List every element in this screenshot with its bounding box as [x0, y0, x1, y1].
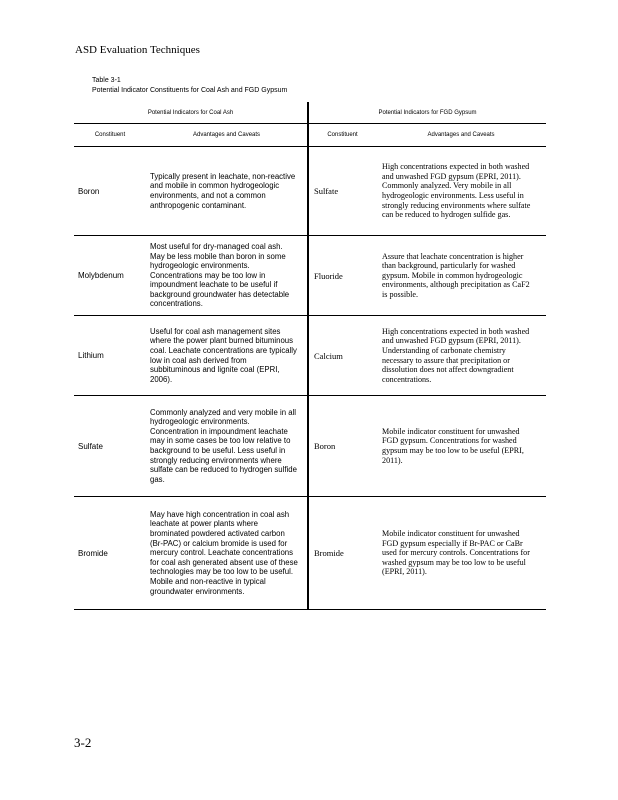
column-header-advantages: Advantages and Caveats	[146, 124, 308, 147]
gypsum-constituent-cell: Fluoride	[308, 236, 376, 316]
ash-notes-cell: Commonly analyzed and very mobile in all hydrogeologic environments. Concentration in impoundment leachate may in some cases be too low relative to background to be useful. Less useful in strongly reducing environments where sulfate can be reduced to hydrogen sulfide gas.	[146, 396, 308, 497]
gypsum-notes-cell: High concentrations expected in both washed and unwashed FGD gypsum (EPRI, 2011). Understanding of carbonate chemistry necessary to assure that precipitation or dissolution does not affect downgradient concentrations.	[376, 316, 546, 396]
gypsum-notes-cell: Mobile indicator constituent for unwashed FGD gypsum especially if Br-PAC or CaBr used for mercury controls. Concentrations for washed gypsum may be too low to be useful (EPRI, 2011).	[376, 497, 546, 610]
ash-notes-cell: May have high concentration in coal ash leachate at power plants where brominated powdered activated carbon (Br-PAC) or calcium bromide is used for mercury control. Leachate concentrations for coal ash generated absent use of these technologies may be too low to be useful. Mobile and non-reactive in typical groundwater environments.	[146, 497, 308, 610]
gypsum-notes-cell: Assure that leachate concentration is higher than background, particularly for washed gypsum. Mobile in common hydrogeologic environments, although precipitation as CaF2 is possible.	[376, 236, 546, 316]
running-head: ASD Evaluation Techniques	[75, 44, 200, 56]
gypsum-constituent-cell: Boron	[308, 396, 376, 497]
table-title: Potential Indicator Constituents for Coal Ash and FGD Gypsum	[92, 87, 288, 94]
table-row	[74, 147, 546, 236]
column-header-constituent: Constituent	[308, 124, 376, 147]
table-row	[74, 236, 546, 316]
table-number: Table 3-1	[92, 77, 121, 84]
table-caption	[92, 76, 287, 96]
ash-constituent-cell: Lithium	[74, 316, 146, 396]
ash-notes-cell: Most useful for dry-managed coal ash. May be less mobile than boron in some hydrogeologic environments. Concentrations may be too low in impoundment leachate to be useful if background groundwater has detectable concentrations.	[146, 236, 308, 316]
gypsum-notes-cell: Mobile indicator constituent for unwashed FGD gypsum. Concentrations for washed gypsum may be too low to be useful (EPRI, 2011).	[376, 396, 546, 497]
group-header-fgd-gypsum: Potential Indicators for FGD Gypsum	[308, 102, 546, 124]
indicator-table	[74, 102, 546, 610]
table-row	[74, 497, 546, 610]
column-header-constituent: Constituent	[74, 124, 146, 147]
ash-notes-cell: Typically present in leachate, non-reactive and mobile in common hydrogeologic environments, and not a common anthropogenic contaminant.	[146, 147, 308, 236]
ash-constituent-cell: Boron	[74, 147, 146, 236]
ash-constituent-cell: Bromide	[74, 497, 146, 610]
group-header-coal-ash: Potential Indicators for Coal Ash	[74, 102, 308, 124]
ash-notes-cell: Useful for coal ash management sites where the power plant burned bituminous coal. Leachate concentrations are typically low in coal ash derived from subbituminous and lignite coal (EPRI, 2006).	[146, 316, 308, 396]
ash-constituent-cell: Molybdenum	[74, 236, 146, 316]
gypsum-constituent-cell: Calcium	[308, 316, 376, 396]
table-row	[74, 316, 546, 396]
ash-constituent-cell: Sulfate	[74, 396, 146, 497]
gypsum-constituent-cell: Sulfate	[308, 147, 376, 236]
page-number: 3-2	[74, 735, 92, 750]
table-row	[74, 396, 546, 497]
gypsum-notes-cell: High concentrations expected in both washed and unwashed FGD gypsum (EPRI, 2011). Commonly analyzed. Very mobile in all hydrogeologic environments. Less useful in strongly reducing environments where sulfate can be reduced to hydrogen sulfide gas.	[376, 147, 546, 236]
gypsum-constituent-cell: Bromide	[308, 497, 376, 610]
column-header-advantages: Advantages and Caveats	[376, 124, 546, 147]
